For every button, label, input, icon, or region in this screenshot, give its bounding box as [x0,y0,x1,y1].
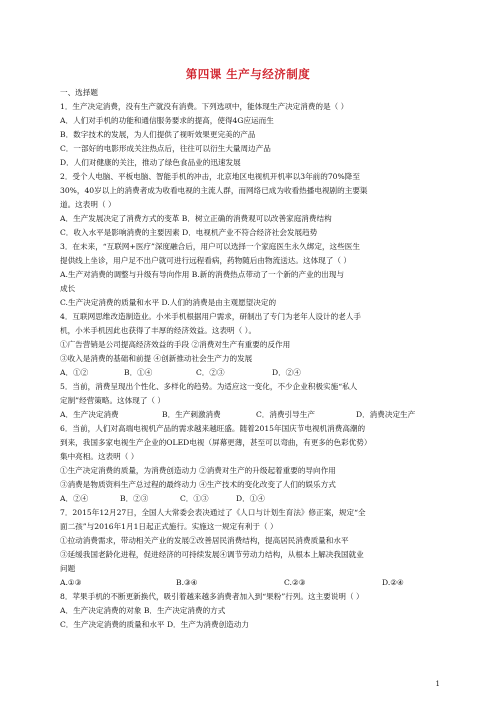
q7-option-a: A.①③ [60,578,82,587]
q7-statements-12: ①拉动消费需求，带动相关产业的发展②改善居民消费结构，提高居民消费质量和水平 [60,536,349,545]
question-3-line: 提供线上坐诊，用户足不出户就可进行远程看病，药物随后由物流送达。这体现了（ ） [60,256,351,265]
q6-option-a: A．②④ [60,494,89,503]
q3-options-cd: C.生产决定消费的质量和水平 D.人们的消费是由主观愿望决定的 [60,298,277,307]
q5-option-b: B．生产刺激消费 [162,410,221,419]
q4-statements-34: ③收入是消费的基础和前提 ④创新推动社会生产力的发展 [60,354,253,363]
q6-statements-34: ③消费是物质资料生产总过程的最终动力 ④生产技术的变化改变了人们的娱乐方式 [60,480,336,489]
q6-option-b: B．②③ [120,494,149,503]
question-8-line: 8．苹果手机的不断更新换代，吸引着越来越多消费者加入到“果粉”行列。这主要说明（ ） [60,592,364,601]
q4-option-b: B．①④ [124,368,153,377]
q3-options-ab: A.生产对消费的调整与升级有导向作用 B.新的消费热点带动了一个新的产业的出现与 [60,270,345,279]
q2-options-cd: C．收入水平是影响消费的主要因素 D．电视机产业不符合经济社会发展趋势 [60,228,318,237]
question-1: 1．生产决定消费，没有生产就没有消费。下列选项中，能体现生产决定消费的是（ ） [60,102,349,111]
q4-statements-12: ①广告营销是公司提高经济效益的手段 ②消费对生产有重要的反作用 [60,340,291,349]
q7-statements-34: ③延缓我国老龄化进程，促进经济的可持续发展④调节劳动力结构，从根本上解决我国就业 [60,550,364,559]
section-heading: 一、选择题 [60,88,98,97]
question-2-line: 2．受个人电脑、平板电脑、智能手机的冲击，北京地区电视机开机率以3年前的70%降至 [60,172,360,181]
q8-options-ab: A．生产决定消费的对象 B．生产决定消费的方式 [60,606,226,615]
question-6-line: 到来，我国多家电视生产企业的OLED电视（屏幕更薄，甚至可以弯曲，有更多的色彩优势） [60,438,372,447]
q7-option-c: C.②③ [284,578,306,587]
question-6-line: 集中亮相。这表明（ ） [60,452,139,461]
question-7-line: 面二孩”与2016年1月1日起正式施行。实施这一规定有利于（ ） [60,522,278,531]
page-title: 第四课 生产与经济制度 [185,67,311,81]
question-4-line: 4．互联网思维改造制造业。小米手机根据用户需求，研制出了专门为老年人设计的老人手 [60,312,361,321]
page-number: 1 [435,680,440,688]
q1-option-b: B．数字技术的发展，为人们提供了视听效果更完美的产品 [60,130,256,139]
q6-option-c: C．①③ [180,494,209,503]
q5-option-c: C．消费引导生产 [256,410,315,419]
q4-option-d: D．②④ [272,368,301,377]
q7-option-d: D.②④ [382,578,404,587]
q3-option-b-cont: 成长 [60,284,76,293]
q2-options-ab: A．生产发展决定了消费方式的变革 B．树立正确的消费观可以改善家庭消费结构 [60,214,332,223]
question-5-line: 5．当前，消费呈现出个性化、多样化的趋势。为适应这一变化，不少企业积极实施“私人 [60,382,358,391]
q7-statements-cont: 问题 [60,564,76,573]
q6-option-d: D．①④ [236,494,265,503]
q7-option-b: B.③④ [176,578,198,587]
q6-statements-12: ①生产决定消费的质量，为消费创造动力 ②消费对生产的升级起着重要的导向作用 [60,466,336,475]
question-7-line: 7．2015年12月27日，全国人大常委会表决通过了《人口与计划生育法》修正案，规定“全 [60,508,366,517]
q1-option-c: C．一部好的电影形成关注热点后，往往可以衍生大量周边产品 [60,144,271,153]
question-5-line: 定制”经营策略。这体现了（ ） [60,396,166,405]
q5-option-d: D．消费决定生产 [356,410,416,419]
question-4-line: 机，小米手机因此也获得了丰厚的经济效益。这表明（ ）。 [60,326,257,335]
q4-option-c: C．②③ [196,368,225,377]
question-2-line: 道。这表明（ ） [60,200,116,209]
question-6-line: 6．当前，人们对高端电视机产品的需求越来越旺盛。随着2015年国庆节电视机消费高潮的 [60,424,366,433]
q8-options-cd: C．生产决定消费的质量和水平 D．生产为消费创造动力 [60,620,249,629]
question-3-line: 3．在未来，“互联网+医疗”深度融合后，用户可以选择一个家庭医生永久绑定，这些医生 [60,242,360,251]
question-2-line: 30%，40岁以上的消费者成为收看电视的主流人群，而网络已成为收看热播电视剧的主要渠 [60,186,368,195]
q1-option-d: D．人们对健康的关注，推动了绿色食品业的迅速发展 [60,158,241,167]
q5-option-a: A．生产决定消费 [60,410,119,419]
q4-option-a: A．①② [60,368,89,377]
q1-option-a: A．人们对手机的功能和通信服务要求的提高，使得4G应运而生 [60,116,274,125]
